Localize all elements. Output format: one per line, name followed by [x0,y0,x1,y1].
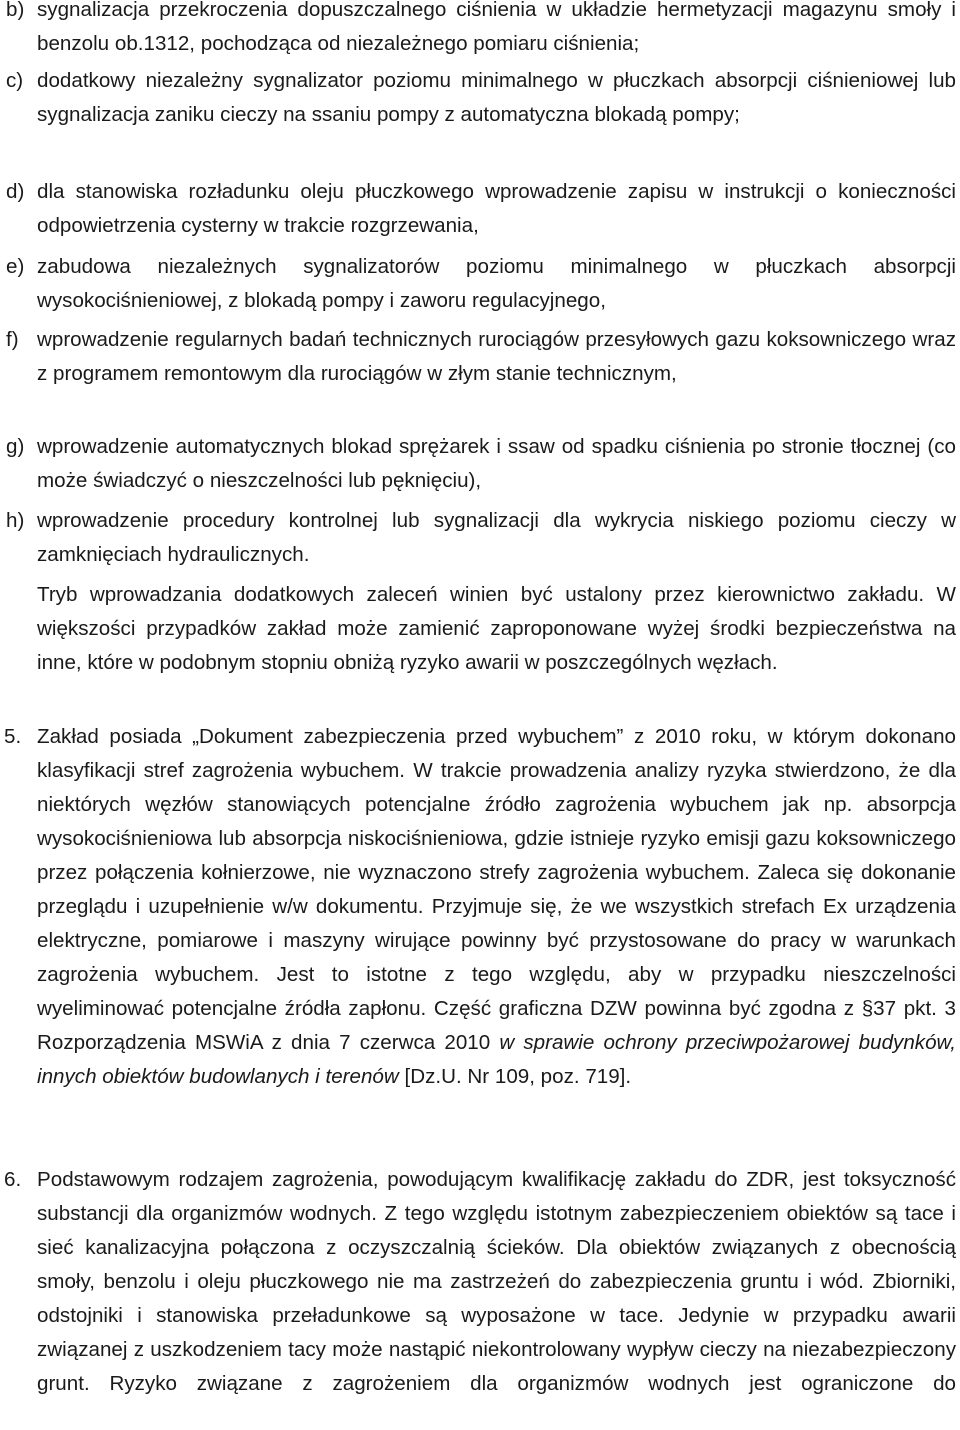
paragraph-mode: Tryb wprowadzania dodatkowych zaleceń winien być ustalony przez kierownictwo zakładu. W większości przypadków zakład może zamienić zaproponowane wyżej środki bezpieczeństwa na inne, które w podobnym stopniu obniżą ryzyko awarii w poszczególnych węzłach. [37,583,956,674]
section-number: 5. [4,725,22,748]
regulation-title: w sprawie ochrony przeciwpożarowej budynków, innych obiektów budowlanych i terenów [37,1031,956,1088]
list-text: dodatkowy niezależny sygnalizator poziomu minimalnego w płuczkach absorpcji ciśnieniowej lub sygnalizacja zaniku cieczy na ssaniu pompy z automatyczna blokadą pompy; [37,69,956,126]
section-text-a: Zakład posiada „Dokument zabezpieczenia przed wybuchem” z 2010 roku, w którym dokonano klasyfikacji stref zagrożenia wybuchem. W trakcie prowadzenia analizy ryzyka stwierdzono, że dla niektórych węzłów stanowiących potencjalne źródło zagrożenia wybuchem jak np. absorpcja wysokociśnieniowa lub absorpcja niskociśnieniowa, gdzie istnieje ryzyko emisji gazu koksowniczego przez połączenia kołnierzowe, nie wyznaczono strefy zagrożenia wybuchem. Zaleca się dokonanie przeglądu i uzupełnienie w/w dokumentu. Przyjmuje się, że we wszystkich strefach Ex urządzenia elektryczne, pomiarowe i maszyny wirujące powinny być przystosowane do pracy w warunkach zagrożenia wybuchem. Jest to istotne z tego względu, aby w przypadku nieszczelności wyeliminować potencjalne źródła zapłonu. Część graficzna DZW powinna być zgodna z §37 pkt. 3 Rozporządzenia MSWiA z dnia 7 czerwca 2010 [37,725,956,1054]
list-label: g) [6,435,25,458]
list-label: d) [6,180,25,203]
list-text: dla stanowiska rozładunku oleju płuczkowego wprowadzenie zapisu w instrukcji o konieczności odpowietrzenia cysterny w trakcie rozgrzewania, [37,180,956,237]
list-label: e) [6,255,25,278]
list-text: sygnalizacja przekroczenia dopuszczalnego ciśnienia w układzie hermetyzacji magazynu smoły i benzolu ob.1312, pochodząca od niezależnego pomiaru ciśnienia; [37,0,956,55]
section-number: 6. [4,1168,22,1191]
section-text: Podstawowym rodzajem zagrożenia, powodującym kwalifikację zakładu do ZDR, jest toksyczność substancji dla organizmów wodnych. Z tego względu istotnym zabezpieczeniem obiektów są tace i sieć kanalizacyjna połączona z oczyszczalnią ścieków. Dla obiektów związanych z obecnością smoły, benzolu i oleju płuczkowego nie ma zastrzeżeń do zabezpieczenia gruntu i wód. Zbiorniki, odstojniki i stanowiska przeładunkowe są wyposażone w tace. Jedynie w przypadku awarii związanej z uszkodzeniem tacy może nastąpić niekontrolowany wypływ cieczy na niezabezpieczony grunt. Ryzyko związane z zagrożeniem dla organizmów wodnych jest ograniczone do [37,1168,956,1395]
list-label: c) [6,69,24,92]
list-label: h) [6,509,25,532]
list-text: wprowadzenie procedury kontrolnej lub sygnalizacji dla wykrycia niskiego poziomu cieczy w zamknięciach hydraulicznych. [37,509,956,566]
list-label: f) [6,328,19,351]
list-text: wprowadzenie regularnych badań technicznych rurociągów przesyłowych gazu koksowniczego wraz z programem remontowym dla rurociągów w złym stanie technicznym, [37,328,956,385]
section-text [37,720,956,1094]
section-text-b: [Dz.U. Nr 109, poz. 719]. [404,1065,632,1088]
list-label: b) [6,0,25,21]
list-text: wprowadzenie automatycznych blokad sprężarek i ssaw od spadku ciśnienia po stronie tłocznej (co może świadczyć o nieszczelności lub pęknięciu), [37,435,956,492]
list-text: zabudowa niezależnych sygnalizatorów poziomu minimalnego w płuczkach absorpcji wysokociśnieniowej, z blokadą pompy i zaworu regulacyjnego, [37,255,956,312]
